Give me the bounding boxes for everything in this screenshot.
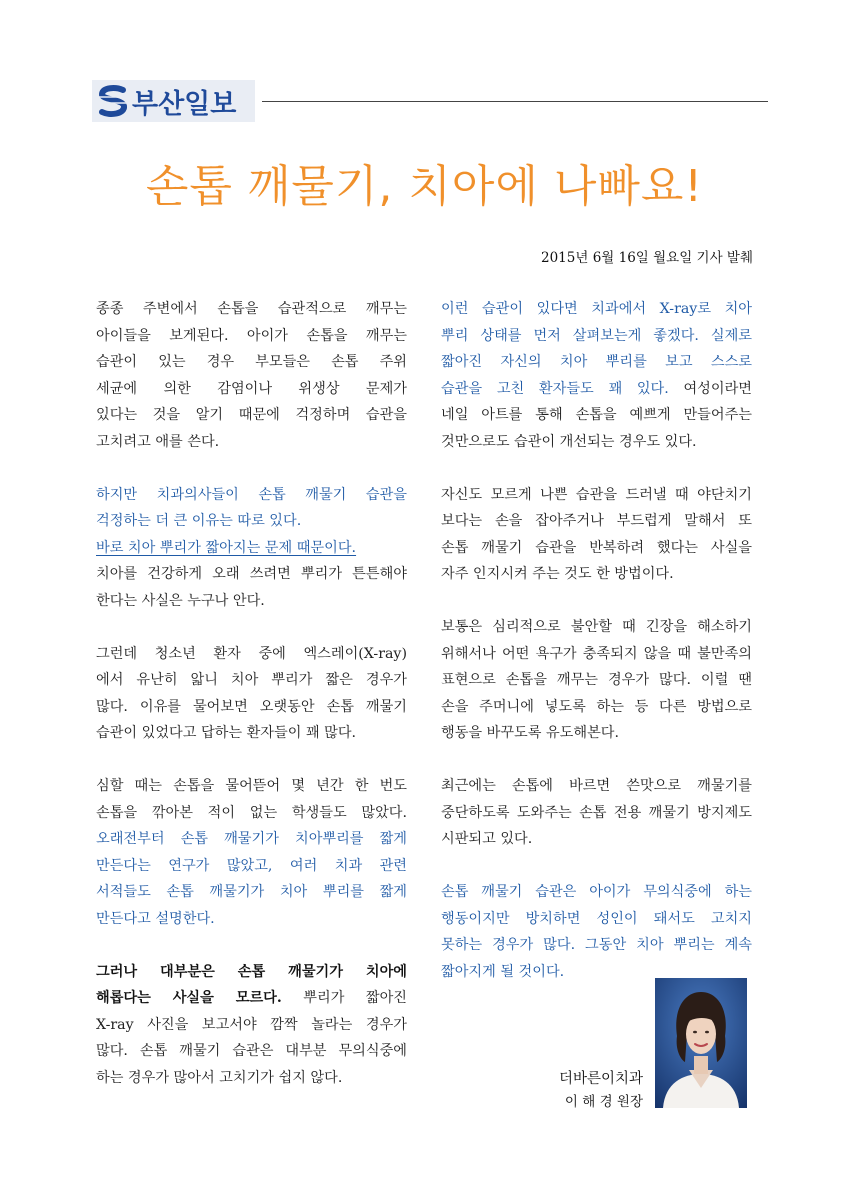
highlight-line: 이런 습관이 있다면 치과에서 X-ray로 치아 — [441, 301, 752, 317]
author-name: 이 해 경 원장 — [564, 1094, 643, 1110]
text-line: 치아를 건강하게 오래 쓰려면 뿌리가 튼튼해야 — [96, 566, 407, 582]
text-line: 네일 아트를 통해 손톱을 예쁘게 만들어주는 — [441, 407, 752, 423]
text-line: 자신도 모르게 나쁜 습관을 드러낼 때 야단치기 — [441, 486, 752, 503]
mixed-line — [441, 376, 752, 403]
author-clinic: 더바른이치과 — [558, 1071, 643, 1087]
left-paragraph-3 — [96, 641, 407, 747]
text-segment: 여성이라면 — [668, 380, 752, 397]
text-line: 행동을 바꾸도록 유도해본다. — [441, 725, 619, 741]
header-rule — [262, 101, 768, 102]
text-line: 손톱 깨물기 습관을 반복하려 했다는 사실을 — [441, 539, 752, 556]
highlight-line: 만든다는 연구가 많았고, 여러 치과 관련 — [96, 857, 407, 874]
text-line: 손톱을 깎아본 적이 없는 학생들도 많았다. — [96, 804, 407, 821]
right-paragraph-5 — [441, 879, 752, 985]
left-paragraph-1 — [96, 296, 407, 455]
highlight-line: 못하는 경우가 많다. 그동안 치아 뿌리는 계속 — [441, 937, 752, 953]
doctor-portrait-icon — [655, 978, 747, 1108]
masthead-name: 부산일보 — [132, 88, 237, 120]
headline: 손톱 깨물기, 치아에 나빠요! — [145, 161, 704, 212]
text-line: 습관이 있었다고 답하는 환자들이 꽤 많다. — [96, 725, 357, 741]
mixed-line — [96, 985, 407, 1012]
text-line: 아이들을 보게된다. 아이가 손톱을 깨무는 — [96, 327, 407, 344]
text-line: 있다는 것을 알기 때문에 걱정하며 습관을 — [96, 407, 407, 423]
highlight-line: 오래전부터 손톱 깨물기가 치아뿌리를 짧게 — [96, 831, 407, 847]
text-line: 것만으로도 습관이 개선되는 경우도 있다. — [441, 433, 697, 450]
right-paragraph-2 — [441, 482, 752, 588]
highlight-line: 짧아진 자신의 치아 뿌리를 보고 스스로 — [441, 354, 752, 370]
left-paragraph-2 — [96, 482, 407, 615]
text-line: 세균에 의한 감염이나 위생상 문제가 — [96, 380, 407, 397]
busan-ilbo-s-logo-icon — [96, 84, 130, 118]
text-line: 표현으로 손톱을 깨무는 경우가 많다. 이럴 땐 — [441, 672, 752, 688]
highlight-line: 하지만 치과의사들이 손톱 깨물기 습관을 — [96, 486, 407, 503]
left-paragraph-4 — [96, 773, 407, 932]
highlight-line: 행동이지만 방치하면 성인이 돼서도 고치지 — [441, 910, 752, 927]
text-segment: 뿌리가 짧아진 — [281, 990, 407, 1006]
text-line: 시판되고 있다. — [441, 831, 533, 847]
highlight-line: 걱정하는 더 큰 이유는 따로 있다. — [96, 513, 302, 529]
highlight-text: 습관을 고친 환자들도 꽤 있다. — [441, 380, 669, 397]
right-column — [441, 296, 752, 1012]
text-line: 자주 인지시켜 주는 것도 한 방법이다. — [441, 566, 674, 582]
masthead-logo — [92, 80, 255, 122]
highlight-line: 만든다고 설명한다. — [96, 910, 215, 927]
dateline: 2015년 6월 16일 월요일 기사 발췌 — [541, 250, 753, 266]
text-line: 보통은 심리적으로 불안할 때 긴장을 해소하기 — [441, 619, 752, 635]
text-line: 한다는 사실은 누구나 안다. — [96, 592, 265, 609]
highlight-line: 뿌리 상태를 먼저 살펴보는게 좋겠다. 실제로 — [441, 327, 752, 344]
text-line: 중단하도록 도와주는 손톱 전용 깨물기 방지제도 — [441, 804, 752, 821]
text-line: 에서 유난히 앏니 치아 뿌리가 짧은 경우가 — [96, 672, 407, 688]
underlined-text: 바로 치아 뿌리가 짧아지는 문제 때문이다. — [96, 539, 357, 556]
text-line: 최근에는 손톱에 바르면 쓴맛으로 깨물기를 — [441, 778, 752, 794]
text-line: 고치려고 애를 쓴다. — [96, 433, 220, 450]
bold-text: 해롭다는 사실을 모르다. — [96, 990, 282, 1006]
text-line: 종종 주변에서 손톱을 습관적으로 깨무는 — [96, 301, 407, 317]
text-line: 하는 경우가 많아서 고치기가 쉽지 않다. — [96, 1069, 343, 1086]
text-line: 습관이 있는 경우 부모들은 손톱 주위 — [96, 354, 407, 370]
right-paragraph-4 — [441, 773, 752, 853]
text-line: 위해서나 어떤 욕구가 충족되지 않을 때 불만족의 — [441, 645, 752, 662]
left-paragraph-5 — [96, 959, 407, 1092]
underlined-line — [96, 535, 407, 562]
text-line: X-ray 사진을 보고서야 깜짝 놀라는 경우가 — [96, 1016, 407, 1033]
bold-line: 그러나 대부분은 손톱 깨물기가 치아에 — [96, 963, 407, 980]
highlight-line: 손톱 깨물기 습관은 아이가 무의식중에 하는 — [441, 884, 752, 900]
text-line: 심할 때는 손톱을 물어뜯어 몇 년간 한 번도 — [96, 778, 407, 794]
text-line: 보다는 손을 잡아주거나 부드럽게 말해서 또 — [441, 513, 752, 529]
text-line: 많다. 손톱 깨물기 습관은 대부분 무의식중에 — [96, 1043, 407, 1059]
text-line: 많다. 이유를 물어보면 오랫동안 손톱 깨물기 — [96, 698, 407, 715]
right-paragraph-1 — [441, 296, 752, 455]
text-line: 그런데 청소년 환자 중에 엑스레이(X-ray) — [96, 645, 407, 662]
highlight-line: 서적들도 손톱 깨물기가 치아 뿌리를 짧게 — [96, 884, 407, 900]
right-paragraph-3 — [441, 614, 752, 747]
text-line: 손을 주머니에 넣도록 하는 등 다른 방법으로 — [441, 698, 752, 715]
highlight-line: 짧아지게 될 것이다. — [441, 963, 565, 980]
left-column — [96, 296, 407, 1118]
